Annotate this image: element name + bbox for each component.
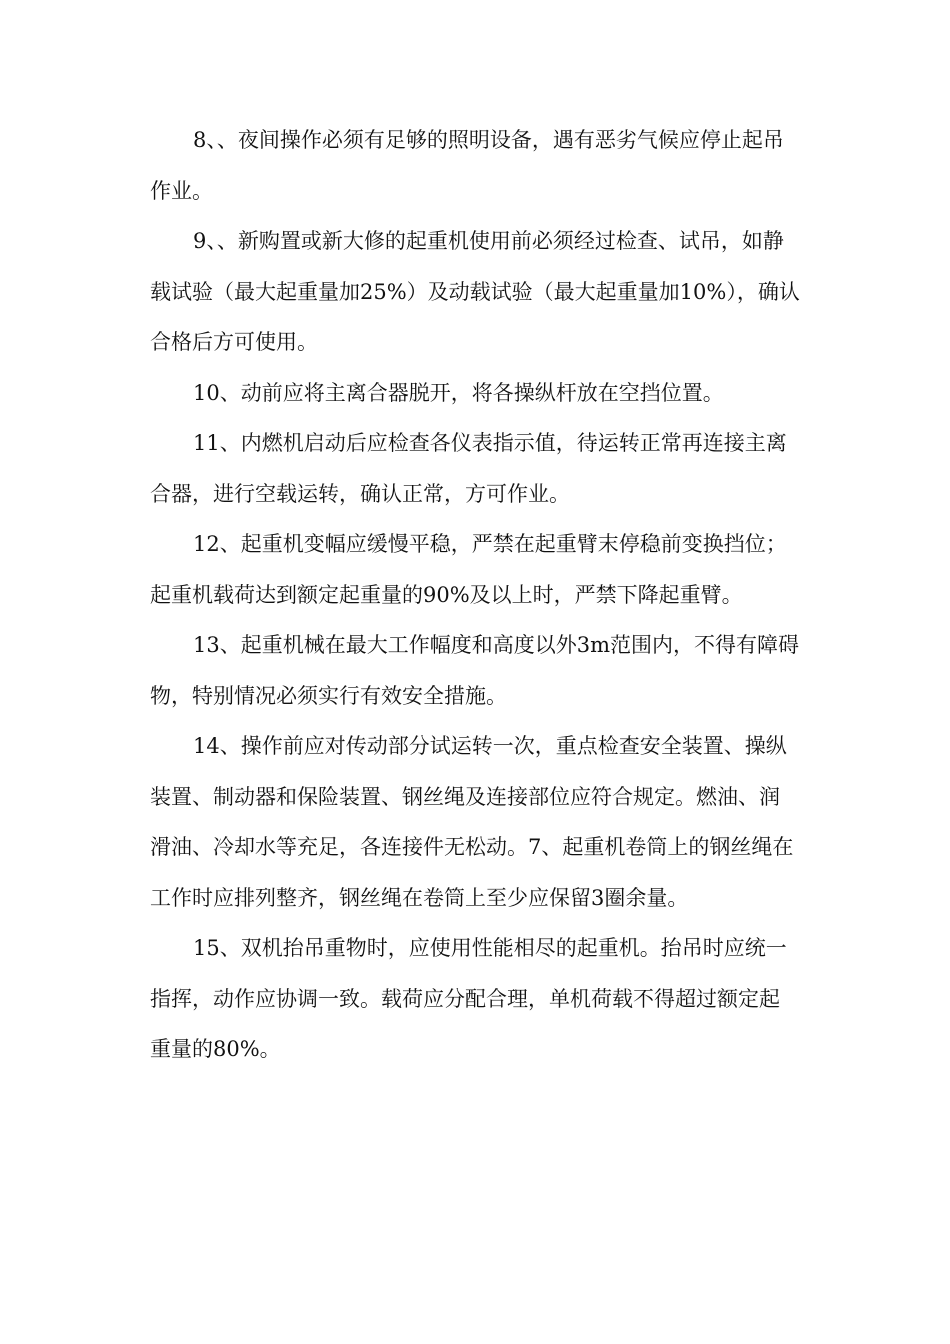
paragraph-13: 13、起重机械在最大工作幅度和高度以外3m范围内，不得有障碍物，特别情况必须实行有效安全措施。 bbox=[150, 633, 799, 708]
paragraph-12: 12、起重机变幅应缓慢平稳，严禁在起重臂末停稳前变换挡位；起重机载荷达到额定起重量的90%及以上时，严禁下降起重臂。 bbox=[150, 532, 787, 607]
paragraph-15: 15、双机抬吊重物时，应使用性能相尽的起重机。抬吊时应统一指挥，动作应协调一致。载荷应分配合理，单机荷载不得超过额定起重量的80%。 bbox=[150, 936, 787, 1061]
document-body bbox=[150, 115, 800, 1075]
paragraph-9: 9、、新购置或新大修的起重机使用前必须经过检查、试吊，如静载试验（最大起重量加25%）及动载试验（最大起重量加10%），确认合格后方可使用。 bbox=[150, 229, 800, 354]
paragraph-11: 11、内燃机启动后应检查各仪表指示值，待运转正常再连接主离合器，进行空载运转，确认正常，方可作业。 bbox=[150, 431, 787, 506]
paragraph-8: 8、、夜间操作必须有足够的照明设备，遇有恶劣气候应停止起吊作业。 bbox=[150, 128, 784, 203]
paragraph-14: 14、操作前应对传动部分试运转一次，重点检查安全装置、操纵装置、制动器和保险装置、钢丝绳及连接部位应符合规定。燃油、润滑油、冷却水等充足，各连接件无松动。7、起重机卷筒上的钢丝绳在工作时应排列整齐，钢丝绳在卷筒上至少应保留3圈余量。 bbox=[150, 734, 794, 910]
paragraph-10: 10、动前应将主离合器脱开，将各操纵杆放在空挡位置。 bbox=[193, 380, 724, 405]
